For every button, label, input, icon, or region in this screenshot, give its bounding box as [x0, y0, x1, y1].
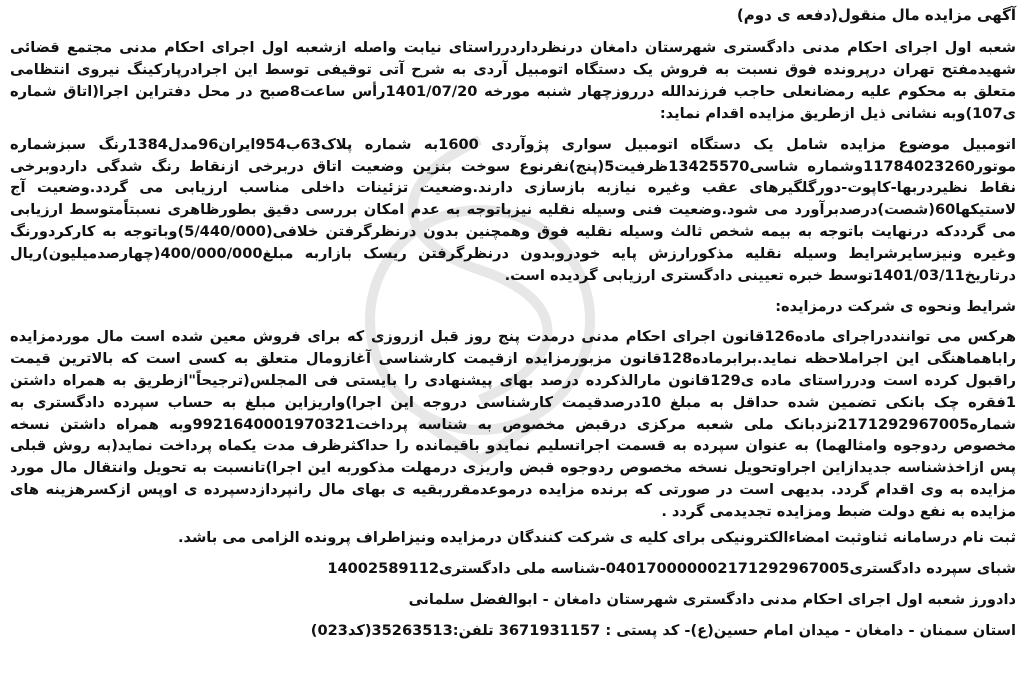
officer-line: دادورز شعبه اول اجرای احکام مدنی دادگستری شهرستان دامغان - ابوالفضل سلمانی: [408, 590, 1016, 608]
sheba-line: شبای سپرده دادگستری040170000002171292967005-شناسه ملی دادگستری14002589112: [327, 559, 1016, 577]
conditions-paragraph: هرکس می تواننددراجرای ماده126قانون اجرای احکام مدنی درمدت پنج روز قبل ازروزی که برای فروش معین شده است مال موردمزایده راباهماهنگی این اجراملاحظه نماید.برابرماده128قانون مزبورمزایده ازقیمت کارشناسی آغازومال متعلق به کسی است که بالاترین قیمت راقبول کرده است ودرراستای ماده ی129قانون مارالذکرده درصد بهای پیشنهادی را بایستی فی المجلس(ترجیحاً"ازطریق به همراه داشتن 1فقره چک بانکی تضمین شده حداقل به مبلغ 10درصدقیمت کارشناسی دروجه این اجرا)واریزاین مبلغ به حساب سپرده دادگستری به شماره2171292967005نزدبانک ملی شعبه مرکزی درقبض مخصوص به شناسه پرداخت9921640001970321وبه همراه داشتن نسخه مخصوص ردوجوه وامثالهما) به عنوان سپرده به قسمت اجراتسلیم نمایدو باقیمانده را حداکثرظرف مدت یکماه پرداخت نماید(به روش قبلی پس ازاخذشناسه جدیدازاین اجراوتحویل نسخه مخصوص ردوجوه قبض واریزی درمهلت مذکوربه این اجرا)تانسبت به تحویل وانتقال مال مورد مزایده به وی اقدام گردد. بدیهی است در صورتی که برنده مزایده درموعدمقرربقیه ی بهای مال رانپردازدسپرده ی اوپس ازکسرهزینه های مزایده به نفع دولت ضبط ومزایده تجدیدمی گردد .: [10, 327, 1016, 521]
subject-paragraph: اتومبیل موضوع مزایده شامل یک دستگاه اتومبیل سواری پژوآردی 1600به شماره پلاک63ب954ایران96مدل1384رنگ سبزشماره موتور11784023260وشماره شاسی13425570ظرفیت5(پنج)نفرنوع سوخت بنزین وضعیت اتاق دربرخی ازنقاط رنگ شدگی داردوبرخی نقاط نظیردربها-کاپوت-دورگلگیرهای عقب وغیره نیازبه بازسازی دارند.وضعیت تزئینات داخلی مناسب ارزیابی می گردد.وضعیت آج لاستیکها60(شصت)درصدبرآورد می شود.وضعیت فنی وسیله نقلیه نیزباتوجه به عدم امکان بررسی دقیق بطورظاهری نسبتاًمتوسط ارزیابی می گرددکه درنهایت باتوجه به بیمه شخص ثالث وسیله نقلیه فوق وهمچنین بدون درنظرگرفتن خلافی(5/440/000)وباتوجه به کارکردورنگ وغیره ونیزسایرشرایط وسیله نقلیه مذکورارزش پایه خودروبدون درنظرگرفتن ریسک بازاربه مبلغ400/000/000(چهارصدمیلیون)ریال درتاریخ1401/03/11توسط خبره تعیینی دادگستری ارزیابی گردیده است.: [10, 135, 1017, 285]
intro-paragraph: شعبه اول اجرای احکام مدنی دادگستری شهرستان دامغان درنظرداردرراستای نیابت واصله ازشعبه اول اجرای احکام مدنی مجتمع قضائی شهیدمفتح تهران درپرونده فوق نسبت به فروش یک دستگاه اتومبیل آردی به شرح آتی توقیفی توسط این اجرادرپارکینگ نیروی انتظامی متعلق به محکوم علیه رمضانعلی حاجب فرزندالله درروزچهار شنبه مورخه 1401/07/20رأس ساعت8صبح در محل دفتراین اجرا(اتاق شماره ی107)وبه نشانی ذیل ازطریق مزایده اقدام نماید:: [10, 39, 1017, 122]
registration-line: ثبت نام درسامانه ثناوثبت امضاءالکترونیکی برای کلیه ی شرکت کنندگان درمزایده ونیزاطراف پرونده الزامی می باشد.: [177, 529, 1016, 547]
conditions-heading: شرایط ونحوه ی شرکت درمزایده:: [775, 297, 1016, 315]
address-line: استان سمنان - دامغان - میدان امام حسین(ع)- کد پستی : 3671931157 تلفن:35263513(کد023): [310, 621, 1016, 639]
notice-title: آگهی مزایده مال منقول(دفعه ی دوم): [736, 6, 1016, 24]
